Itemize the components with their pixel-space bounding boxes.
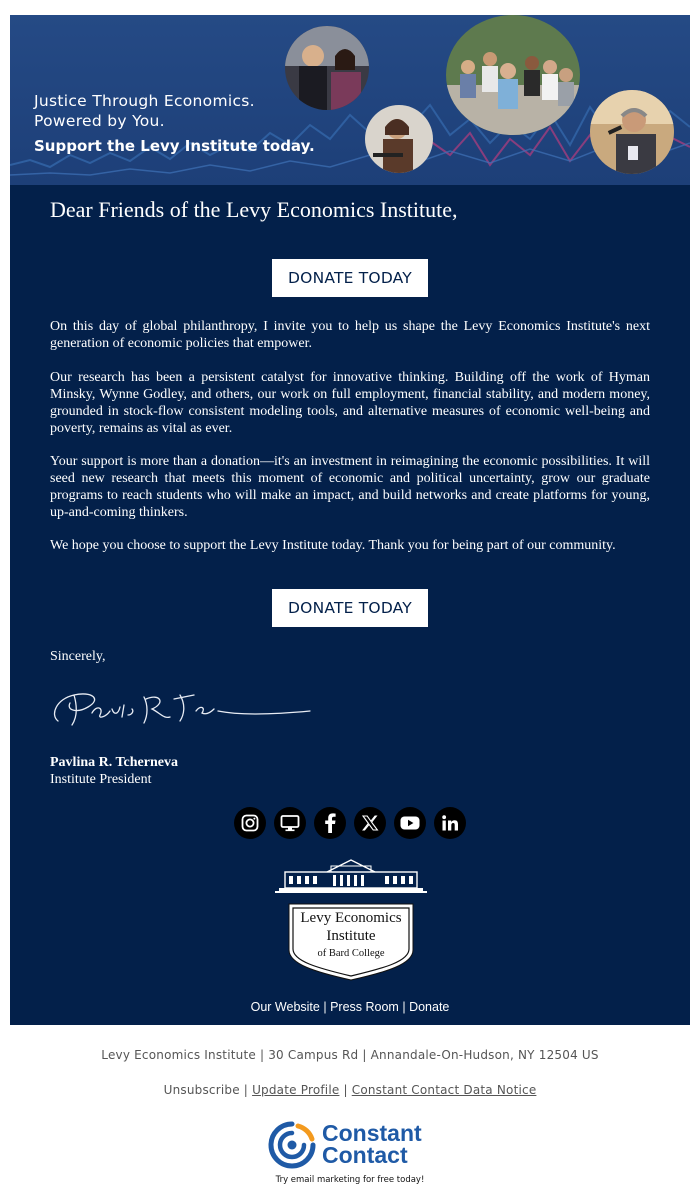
instagram-icon[interactable] xyxy=(234,807,266,839)
photo-group-students xyxy=(446,15,580,135)
tagline-line-1: Justice Through Economics. xyxy=(34,92,255,110)
donate-button-bottom[interactable]: DONATE TODAY xyxy=(272,589,428,627)
letter-paragraph-3: Your support is more than a donation—it's an investment in reimagining the economic possibilities. It will seed new research that meets this moment of economic and political uncertainty, grow our graduate programs to reach students who will make an impact, and build networks and create platforms for young, up-and-coming thinkers. xyxy=(50,454,650,520)
signer-title: Institute President xyxy=(50,772,152,787)
press-room-link[interactable]: Press Room xyxy=(330,1000,399,1014)
cc-tagline-link[interactable]: Try email marketing for free today! xyxy=(275,1175,425,1185)
sender-address: Levy Economics Institute | 30 Campus Rd | Annandale-On-Hudson, NY 12504 US xyxy=(101,1048,599,1062)
youtube-icon[interactable] xyxy=(394,807,426,839)
cc-logo-text-1: Constant xyxy=(322,1120,422,1146)
letter-closing: Sincerely, xyxy=(50,649,106,664)
x-icon[interactable] xyxy=(354,807,386,839)
logo-text-line-3: of Bard College xyxy=(317,948,385,959)
our-website-link[interactable]: Our Website xyxy=(250,1000,320,1014)
tagline-line-2: Powered by You. xyxy=(34,112,165,130)
donate-link[interactable]: Donate xyxy=(409,1000,450,1014)
email-preferences xyxy=(0,1083,700,1097)
website-icon[interactable] xyxy=(274,807,306,839)
footer-separator: | xyxy=(323,1000,327,1014)
letter-greeting: Dear Friends of the Levy Economics Institute, xyxy=(50,197,458,222)
letter-paragraph-4: We hope you choose to support the Levy Institute today. Thank you for being part of our community. xyxy=(50,538,616,553)
data-notice-link[interactable]: Constant Contact Data Notice xyxy=(351,1083,537,1097)
cc-logo-text-2: Contact xyxy=(322,1142,408,1168)
update-profile-link[interactable]: Update Profile xyxy=(252,1083,340,1097)
unsubscribe-link[interactable]: Unsubscribe xyxy=(163,1083,240,1097)
email-body xyxy=(10,15,690,1025)
photo-laptop-student xyxy=(365,105,433,173)
prefs-separator: | xyxy=(243,1083,249,1097)
footer-separator: | xyxy=(402,1000,406,1014)
prefs-separator: | xyxy=(343,1083,348,1097)
photo-presenter xyxy=(590,90,674,174)
signature-image xyxy=(48,685,318,731)
linkedin-icon[interactable] xyxy=(434,807,466,839)
letter-paragraph-2: Our research has been a persistent catalyst for innovative thinking. Building off the work of Hyman Minsky, Wynne Godley, and others, our work on full employment, financial stability, and modern money, grounded in stock-flow consistent modeling tools, and alternative measures of economic well-being and poverty, remains as vital as ever. xyxy=(50,370,650,436)
signer-name: Pavlina R. Tcherneva xyxy=(50,755,178,770)
social-links xyxy=(234,807,466,839)
banner-cta: Support the Levy Institute today. xyxy=(34,137,315,155)
logo-text-line-2: Institute xyxy=(326,928,376,944)
facebook-icon[interactable] xyxy=(314,807,346,839)
logo-text-line-1: Levy Economics xyxy=(300,910,402,926)
hero-banner[interactable] xyxy=(10,15,690,185)
photo-panel-speakers xyxy=(285,26,369,110)
banner-tagline xyxy=(34,91,255,131)
letter-paragraph-1: On this day of global philanthropy, I invite you to help us shape the Levy Economics Institute's next generation of economic policies that empower. xyxy=(50,319,650,351)
email-footer-links xyxy=(10,1000,690,1014)
donate-button-top[interactable]: DONATE TODAY xyxy=(272,259,428,297)
